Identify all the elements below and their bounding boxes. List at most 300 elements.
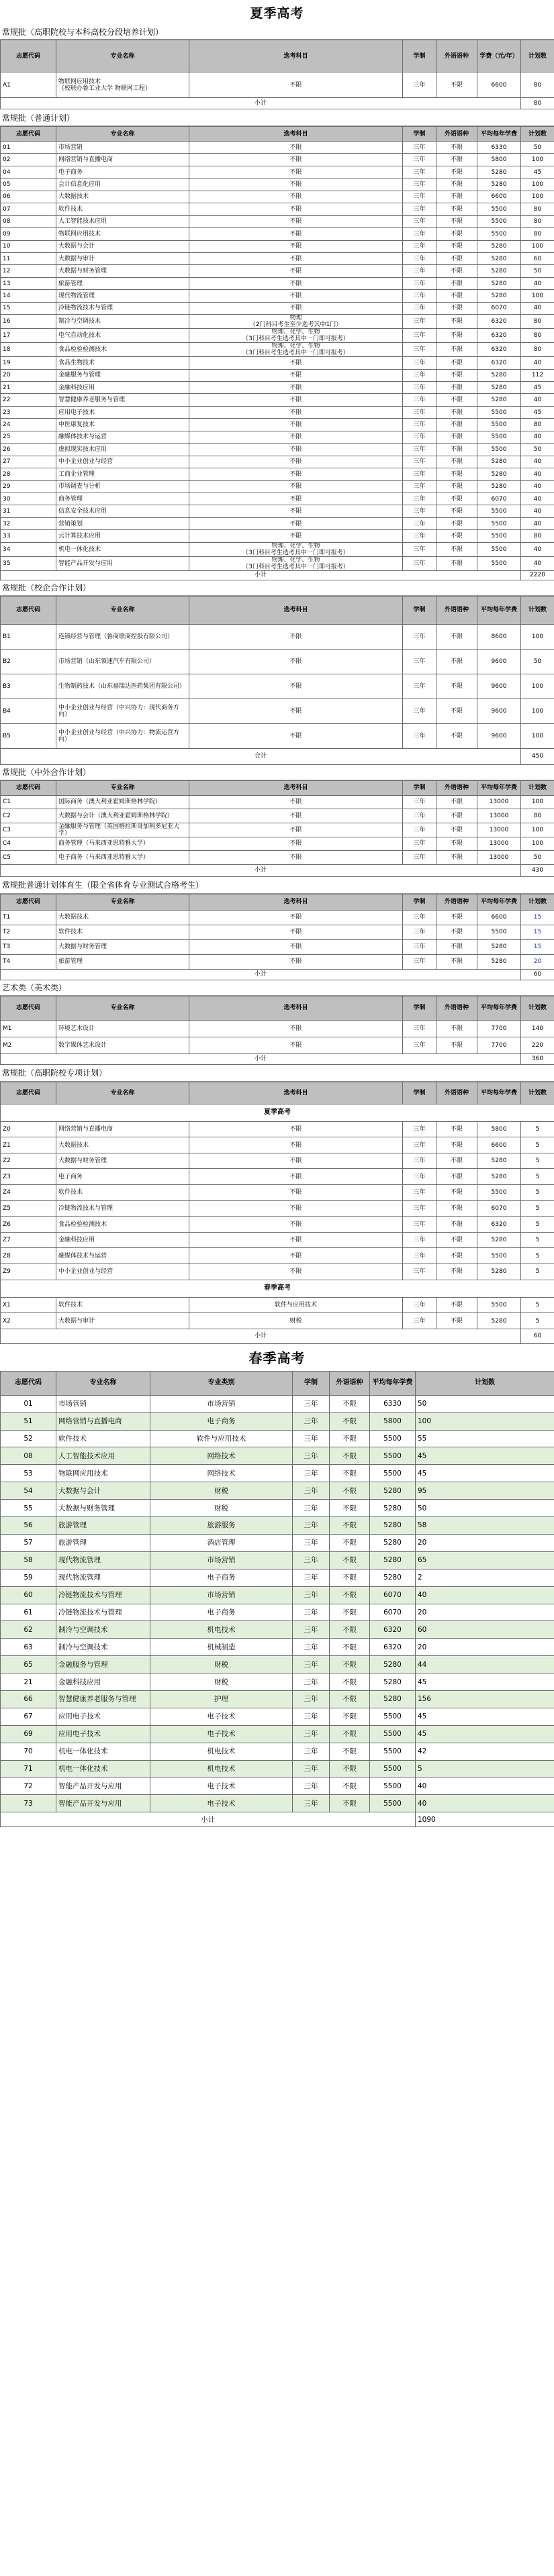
language-cell: 不限 (436, 394, 477, 406)
table-row (1, 1137, 554, 1153)
major-name-cell: 电子商务 (56, 1169, 189, 1185)
subject-cell: 不限 (189, 530, 403, 542)
fee-cell: 5280 (370, 1673, 416, 1691)
fee-cell: 6320 (477, 343, 521, 357)
major-name-cell: 中小企业创业与经营（中兴协力：物流运营方向） (56, 723, 189, 748)
subtotal-value: 60 (521, 969, 554, 980)
column-header: 外语语种 (436, 596, 477, 624)
years-cell: 三年 (403, 315, 436, 329)
table-row (1, 1037, 554, 1053)
subtotal-value: 60 (521, 1329, 554, 1343)
years-cell: 三年 (403, 493, 436, 505)
major-name-cell: 大数据技术 (56, 191, 189, 203)
years-cell: 三年 (403, 419, 436, 431)
category-cell: 网络技术 (150, 1465, 293, 1482)
category-cell: 机械制造 (150, 1639, 293, 1656)
plan-cell: 80 (521, 215, 554, 227)
fee-cell: 6070 (477, 302, 521, 314)
code-cell: A1 (1, 72, 56, 98)
code-cell: Z1 (1, 1137, 56, 1153)
plan-cell: 20 (416, 1534, 554, 1551)
table-row (1, 480, 554, 493)
years-cell: 三年 (293, 1412, 330, 1430)
column-header: 志愿代码 (1, 780, 56, 795)
plan-cell: 50 (416, 1395, 554, 1412)
column-header: 计划数 (521, 996, 554, 1020)
language-cell: 不限 (436, 154, 477, 166)
code-cell: 73 (1, 1795, 56, 1812)
years-cell: 三年 (403, 215, 436, 227)
subject-cell: 不限 (189, 1264, 403, 1280)
language-cell: 不限 (436, 1297, 477, 1313)
subtotal-row (1, 864, 554, 876)
major-name-cell: 制冷与空调技术 (56, 1639, 150, 1656)
code-cell: 55 (1, 1500, 56, 1517)
language-cell: 不限 (436, 203, 477, 215)
table-header-row (1, 894, 554, 910)
subtotal-label: 小计 (1, 1812, 416, 1827)
table-row (1, 1297, 554, 1313)
code-cell: 57 (1, 1534, 56, 1551)
subject-cell: 不限 (189, 406, 403, 418)
table-row (1, 252, 554, 264)
fee-cell: 5280 (370, 1551, 416, 1569)
plan-cell: 80 (521, 203, 554, 215)
plan-cell: 100 (521, 795, 554, 809)
code-cell: X1 (1, 1297, 56, 1313)
column-header: 专业名称 (56, 40, 189, 72)
column-header: 专业名称 (56, 996, 189, 1020)
column-header: 外语语种 (436, 996, 477, 1020)
table-row (1, 1743, 554, 1760)
code-cell: C5 (1, 851, 56, 865)
plan-cell: 40 (416, 1778, 554, 1795)
plan-cell: 80 (521, 315, 554, 329)
subject-cell: 不限 (189, 851, 403, 865)
years-cell: 三年 (403, 1185, 436, 1201)
table-row (1, 382, 554, 394)
subject-cell: 不限 (189, 419, 403, 431)
language-cell: 不限 (436, 480, 477, 493)
major-name-cell: 大数据与财务管理 (56, 939, 189, 954)
language-cell: 不限 (330, 1412, 370, 1430)
fee-cell: 5500 (477, 517, 521, 529)
fee-cell: 7700 (477, 1020, 521, 1037)
code-cell: 21 (1, 382, 56, 394)
plan-cell: 95 (416, 1482, 554, 1500)
years-cell: 三年 (403, 624, 436, 649)
subtotal-label: 小计 (1, 570, 521, 580)
table-row (1, 1778, 554, 1795)
code-cell: C3 (1, 823, 56, 837)
table-row (1, 315, 554, 329)
major-name-cell: 冷链物流技术与管理 (56, 302, 189, 314)
years-cell: 三年 (403, 444, 436, 456)
major-name-cell: 市场营销 (56, 1395, 150, 1412)
fee-cell: 6320 (477, 357, 521, 369)
fee-cell: 5280 (477, 178, 521, 191)
plan-cell: 45 (521, 166, 554, 178)
table-row (1, 674, 554, 699)
table-row (1, 795, 554, 809)
code-cell: 63 (1, 1639, 56, 1656)
major-name-cell: 云计算技术应用 (56, 530, 189, 542)
years-cell: 三年 (403, 240, 436, 252)
table-row (1, 1586, 554, 1604)
language-cell: 不限 (436, 851, 477, 865)
fee-cell: 9600 (477, 723, 521, 748)
major-name-cell: 旅游管理 (56, 277, 189, 289)
subject-cell: 不限 (189, 456, 403, 468)
table-row (1, 1200, 554, 1217)
language-cell: 不限 (436, 277, 477, 289)
table-row (1, 1500, 554, 1517)
column-header: 志愿代码 (1, 894, 56, 910)
major-name-cell: 大数据与会计（澳大利亚霍姆斯格林学院） (56, 809, 189, 823)
code-cell: T3 (1, 939, 56, 954)
code-cell: 16 (1, 315, 56, 329)
column-header: 选考科目 (189, 780, 403, 795)
table-row (1, 1465, 554, 1482)
subject-cell: 不限 (189, 1232, 403, 1248)
code-cell: B3 (1, 674, 56, 699)
plan-cell: 40 (521, 277, 554, 289)
column-header: 专业名称 (56, 127, 189, 142)
table-row (1, 517, 554, 529)
major-name-cell: 软件技术 (56, 1185, 189, 1201)
major-name-cell: 智能产品开发与应用 (56, 1795, 150, 1812)
plan-cell: 40 (521, 556, 554, 570)
language-cell: 不限 (436, 517, 477, 529)
years-cell: 三年 (293, 1465, 330, 1482)
column-header: 志愿代码 (1, 1371, 56, 1395)
fee-cell: 5280 (477, 1169, 521, 1185)
table-row (1, 72, 554, 98)
fee-cell: 5500 (370, 1743, 416, 1760)
fee-cell: 5800 (477, 1121, 521, 1137)
section-title: 常规批（中外合作计划） (0, 765, 554, 780)
fee-cell: 5280 (477, 468, 521, 480)
plan-cell: 5 (416, 1760, 554, 1778)
language-cell: 不限 (436, 1169, 477, 1185)
years-cell: 三年 (293, 1795, 330, 1812)
major-name-cell: 应用电子技术 (56, 1725, 150, 1743)
table-row (1, 1725, 554, 1743)
plan-table (0, 1082, 554, 1344)
fee-cell: 6600 (477, 910, 521, 925)
years-cell: 三年 (293, 1395, 330, 1412)
subject-cell: 不限 (189, 252, 403, 264)
major-name-cell: 制冷与空调技术 (56, 315, 189, 329)
subtotal-row (1, 1812, 554, 1827)
years-cell: 三年 (403, 851, 436, 865)
code-cell: 35 (1, 556, 56, 570)
category-cell: 电子技术 (150, 1795, 293, 1812)
language-cell: 不限 (436, 240, 477, 252)
major-name-cell: 市场营销 (56, 142, 189, 154)
code-cell: 08 (1, 1447, 56, 1465)
table-row (1, 1395, 554, 1412)
major-name-cell: 大数据与会计 (56, 1482, 150, 1500)
major-name-cell: 智能产品开发与应用 (56, 556, 189, 570)
major-name-cell: 人工智能技术应用 (56, 215, 189, 227)
table-row (1, 357, 554, 369)
plan-cell: 40 (521, 468, 554, 480)
column-header: 外语语种 (436, 780, 477, 795)
major-name-cell: 金融科技应用 (56, 382, 189, 394)
column-header: 专业名称 (56, 596, 189, 624)
years-cell: 三年 (403, 1153, 436, 1169)
code-cell: B4 (1, 699, 56, 723)
fee-cell: 5280 (370, 1690, 416, 1708)
plan-cell: 5 (521, 1217, 554, 1233)
table-row (1, 1534, 554, 1551)
category-cell: 电子技术 (150, 1708, 293, 1725)
subtotal-row (1, 570, 554, 580)
language-cell: 不限 (330, 1500, 370, 1517)
code-cell: 69 (1, 1725, 56, 1743)
language-cell: 不限 (436, 343, 477, 357)
language-cell: 不限 (436, 795, 477, 809)
years-cell: 三年 (293, 1586, 330, 1604)
subject-cell: 不限 (189, 1200, 403, 1217)
major-name-cell: 融媒体技术与运营 (56, 431, 189, 443)
table-header-row (1, 127, 554, 142)
code-cell: 53 (1, 1465, 56, 1482)
language-cell: 不限 (330, 1743, 370, 1760)
category-cell: 机电技术 (150, 1743, 293, 1760)
plan-cell: 44 (416, 1656, 554, 1673)
major-name-cell: 虚拟现实技术应用 (56, 444, 189, 456)
subtotal-row (1, 969, 554, 980)
column-header: 选考科目 (189, 1082, 403, 1104)
language-cell: 不限 (330, 1690, 370, 1708)
column-header: 学制 (403, 596, 436, 624)
plan-table (0, 996, 554, 1065)
column-header: 平均每年学费 (477, 894, 521, 910)
plan-cell: 5 (521, 1169, 554, 1185)
fee-cell: 5280 (370, 1534, 416, 1551)
code-cell: 04 (1, 166, 56, 178)
subgroup-heading: 夏季高考 (1, 1104, 554, 1121)
language-cell: 不限 (330, 1725, 370, 1743)
years-cell: 三年 (293, 1517, 330, 1535)
language-cell: 不限 (436, 302, 477, 314)
years-cell: 三年 (403, 480, 436, 493)
code-cell: 20 (1, 369, 56, 381)
plan-cell: 40 (521, 456, 554, 468)
plan-cell: 5 (521, 1200, 554, 1217)
language-cell: 不限 (330, 1482, 370, 1500)
column-header: 外语语种 (330, 1371, 370, 1395)
column-header: 学制 (293, 1371, 330, 1395)
column-header: 平均每年学费 (477, 127, 521, 142)
plan-cell: 112 (521, 369, 554, 381)
code-cell: 29 (1, 480, 56, 493)
code-cell: 13 (1, 277, 56, 289)
subtotal-value: 80 (521, 98, 554, 109)
fee-cell: 5280 (370, 1517, 416, 1535)
code-cell: 17 (1, 329, 56, 343)
plan-cell: 20 (416, 1604, 554, 1621)
code-cell: 34 (1, 542, 56, 556)
fee-cell: 9600 (477, 674, 521, 699)
fee-cell: 7700 (477, 1037, 521, 1053)
fee-cell: 6330 (477, 142, 521, 154)
table-row (1, 699, 554, 723)
subject-cell: 不限 (189, 624, 403, 649)
column-header: 专业名称 (56, 894, 189, 910)
fee-cell: 6600 (477, 1137, 521, 1153)
category-cell: 软件与应用技术 (150, 1430, 293, 1447)
years-cell: 三年 (403, 505, 436, 517)
fee-cell: 9600 (477, 649, 521, 674)
table-row (1, 1639, 554, 1656)
fee-cell: 5280 (477, 1232, 521, 1248)
table-header-row (1, 1082, 554, 1104)
fee-cell: 5500 (477, 406, 521, 418)
code-cell: 01 (1, 1395, 56, 1412)
column-header: 外语语种 (436, 40, 477, 72)
plan-cell: 2 (416, 1569, 554, 1586)
fee-cell: 5280 (370, 1569, 416, 1586)
plan-cell: 40 (521, 517, 554, 529)
subtotal-label: 小计 (1, 98, 521, 109)
language-cell: 不限 (436, 1217, 477, 1233)
column-header: 平均每年学费 (477, 780, 521, 795)
major-name-cell: 网络营销与直播电商 (56, 154, 189, 166)
major-name-cell: 软件技术 (56, 925, 189, 939)
fee-cell: 13000 (477, 795, 521, 809)
subject-cell: 不限 (189, 939, 403, 954)
language-cell: 不限 (436, 265, 477, 277)
category-cell: 电子技术 (150, 1778, 293, 1795)
language-cell: 不限 (436, 1020, 477, 1037)
table-row (1, 925, 554, 939)
years-cell: 三年 (293, 1500, 330, 1517)
table-row (1, 419, 554, 431)
table-header-row (1, 40, 554, 72)
plan-cell: 45 (416, 1725, 554, 1743)
years-cell: 三年 (403, 343, 436, 357)
code-cell: 70 (1, 1743, 56, 1760)
table-row (1, 240, 554, 252)
language-cell: 不限 (436, 431, 477, 443)
code-cell: 58 (1, 1551, 56, 1569)
table-row (1, 406, 554, 418)
subject-cell: 不限 (189, 723, 403, 748)
table-row (1, 1517, 554, 1535)
plan-cell: 100 (521, 624, 554, 649)
code-cell: 10 (1, 240, 56, 252)
column-header: 专业名称 (56, 1371, 150, 1395)
table-row (1, 1248, 554, 1264)
major-name-cell: 物联网应用技术 （校联办鲁工业大学 物联网工程） (56, 72, 189, 98)
plan-cell: 40 (521, 480, 554, 493)
spring-plan-table (0, 1371, 554, 1827)
table-row (1, 493, 554, 505)
fee-cell: 13000 (477, 823, 521, 837)
language-cell: 不限 (436, 649, 477, 674)
years-cell: 三年 (293, 1639, 330, 1656)
code-cell: 15 (1, 302, 56, 314)
plan-cell: 40 (416, 1586, 554, 1604)
column-header: 平均每年学费 (477, 996, 521, 1020)
spring-section (0, 1344, 554, 1827)
category-cell: 护理 (150, 1690, 293, 1708)
plan-cell: 50 (521, 265, 554, 277)
code-cell: Z4 (1, 1185, 56, 1201)
column-header: 选考科目 (189, 894, 403, 910)
table-row (1, 910, 554, 925)
major-name-cell: 物联网应用技术 (56, 1465, 150, 1482)
fee-cell: 5280 (370, 1482, 416, 1500)
language-cell: 不限 (436, 1185, 477, 1201)
fee-cell: 5500 (370, 1465, 416, 1482)
years-cell: 三年 (403, 154, 436, 166)
major-name-cell: 信息安全技术应用 (56, 505, 189, 517)
fee-cell: 9600 (477, 699, 521, 723)
subject-cell: 不限 (189, 178, 403, 191)
column-header: 志愿代码 (1, 1082, 56, 1104)
years-cell: 三年 (403, 795, 436, 809)
subject-cell: 不限 (189, 493, 403, 505)
subtotal-row (1, 1329, 554, 1343)
major-name-cell: 中小企业创业与经营 (56, 1264, 189, 1280)
code-cell: Z2 (1, 1153, 56, 1169)
language-cell: 不限 (330, 1586, 370, 1604)
category-cell: 网络技术 (150, 1447, 293, 1465)
years-cell: 三年 (403, 1121, 436, 1137)
table-row (1, 530, 554, 542)
major-name-cell: 市场营销（山东领速汽车有限公司） (56, 649, 189, 674)
column-header: 计划数 (521, 127, 554, 142)
table-row (1, 1185, 554, 1201)
fee-cell: 5500 (477, 203, 521, 215)
language-cell: 不限 (436, 444, 477, 456)
years-cell: 三年 (293, 1604, 330, 1621)
section-title: 艺术类（美术类） (0, 980, 554, 996)
years-cell: 三年 (403, 431, 436, 443)
years-cell: 三年 (403, 142, 436, 154)
language-cell: 不限 (436, 215, 477, 227)
table-row (1, 215, 554, 227)
subject-cell: 不限 (189, 1248, 403, 1264)
years-cell: 三年 (403, 939, 436, 954)
plan-cell: 100 (521, 178, 554, 191)
plan-cell: 80 (521, 228, 554, 240)
fee-cell: 5500 (477, 925, 521, 939)
fee-cell: 6070 (370, 1586, 416, 1604)
category-cell: 电子商务 (150, 1569, 293, 1586)
code-cell: Z6 (1, 1217, 56, 1233)
language-cell: 不限 (436, 624, 477, 649)
language-cell: 不限 (436, 142, 477, 154)
category-cell: 财税 (150, 1482, 293, 1500)
language-cell: 不限 (436, 954, 477, 969)
table-row (1, 1621, 554, 1639)
table-row (1, 343, 554, 357)
language-cell: 不限 (436, 290, 477, 302)
spring-title: 春季高考 (248, 1350, 306, 1367)
fee-cell: 5500 (370, 1760, 416, 1778)
plan-cell: 45 (521, 406, 554, 418)
subject-cell: 不限 (189, 1020, 403, 1037)
code-cell: 07 (1, 203, 56, 215)
years-cell: 三年 (403, 517, 436, 529)
subtotal-value: 430 (521, 864, 554, 876)
subgroup-heading-row (1, 1104, 554, 1121)
